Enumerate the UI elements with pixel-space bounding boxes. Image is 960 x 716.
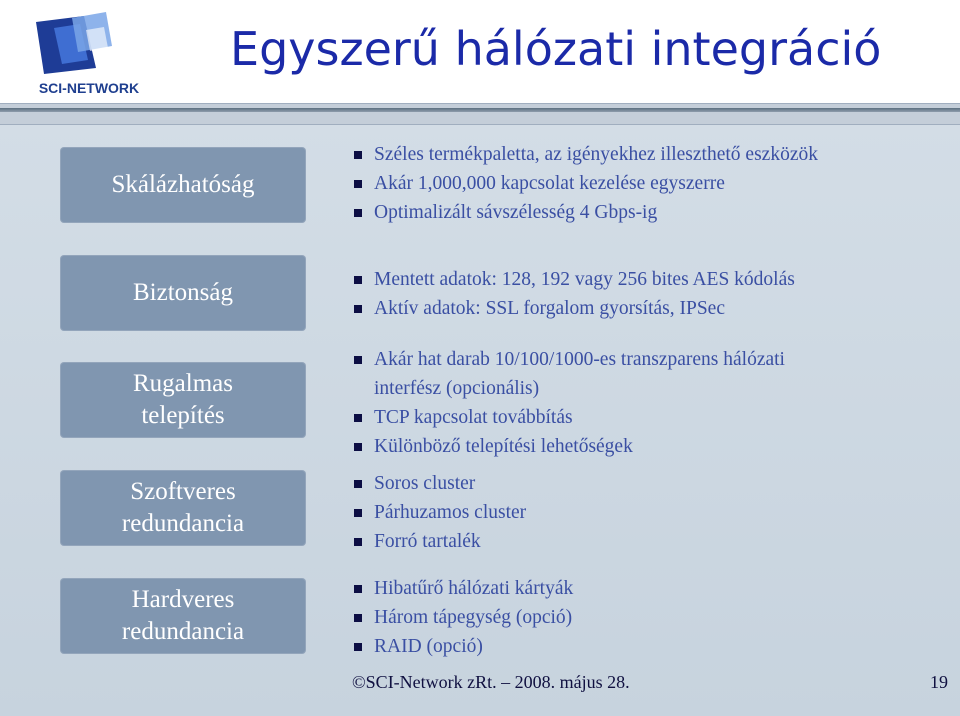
category-label-line2: telepítés [141,402,225,429]
logo-text: SCI-NETWORK [38,80,140,96]
title-divider [0,103,960,125]
category-label-line1: Szoftveres [130,478,236,505]
page-number: 19 [930,672,948,692]
category-box-hardware-redundancy [60,578,306,654]
bullet-group-flexible-deployment [354,345,785,461]
list-item: Különböző telepítési lehetőségek [354,432,785,461]
list-item: Széles termékpaletta, az igényekhez illeszthető eszközök [354,140,818,169]
list-item: TCP kapcsolat továbbítás [354,403,785,432]
list-item-continuation: interfész (opcionális) [374,378,540,399]
list-item: Akár 1,000,000 kapcsolat kezelése egyszerre [354,169,818,198]
bullet-square-icon [354,209,362,217]
list-item: Akár hat darab 10/100/1000-es transzparens hálózati [354,345,785,374]
category-label-line2: redundancia [121,618,245,645]
category-label: Biztonság [133,279,233,306]
bullet-square-icon [354,585,362,593]
company-logo [14,8,164,100]
bullet-group-security [354,265,795,323]
list-item: RAID (opció) [354,632,573,661]
category-box-scalability [60,147,306,223]
footer-copyright: ©SCI-Network zRt. – 2008. május 28. [352,672,630,692]
bullet-square-icon [354,151,362,159]
category-label-line2: redundancia [121,510,245,537]
bullet-group-scalability [354,140,818,227]
list-item: Hibatűrő hálózati kártyák [354,574,573,603]
category-box-software-redundancy [60,470,306,546]
list-item: Három tápegység (opció) [354,603,573,632]
bullet-square-icon [354,276,362,284]
slide-title: Egyszerű hálózati integráció [230,22,882,76]
list-item: Párhuzamos cluster [354,498,526,527]
logo-graphic-icon [14,8,164,80]
list-item: Forró tartalék [354,527,526,556]
bullet-square-icon [354,443,362,451]
category-label-line1: Rugalmas [133,370,233,397]
bullet-square-icon [354,356,362,364]
bullet-group-software-redundancy [354,469,526,556]
bullet-square-icon [354,614,362,622]
bullet-square-icon [354,180,362,188]
bullet-square-icon [354,414,362,422]
list-item: Mentett adatok: 128, 192 vagy 256 bites AES kódolás [354,265,795,294]
bullet-square-icon [354,538,362,546]
list-item: Optimalizált sávszélesség 4 Gbps-ig [354,198,818,227]
bullet-group-hardware-redundancy [354,574,573,661]
bullet-square-icon [354,509,362,517]
category-box-flexible-deployment [60,362,306,438]
list-item: Soros cluster [354,469,526,498]
category-label-line1: Hardveres [131,586,235,613]
category-label: Skálázhatóság [111,171,255,198]
bullet-square-icon [354,305,362,313]
category-box-security [60,255,306,331]
bullet-square-icon [354,480,362,488]
title-divider-line [0,108,960,112]
bullet-square-icon [354,643,362,651]
list-item: Aktív adatok: SSL forgalom gyorsítás, IPSec [354,294,795,323]
